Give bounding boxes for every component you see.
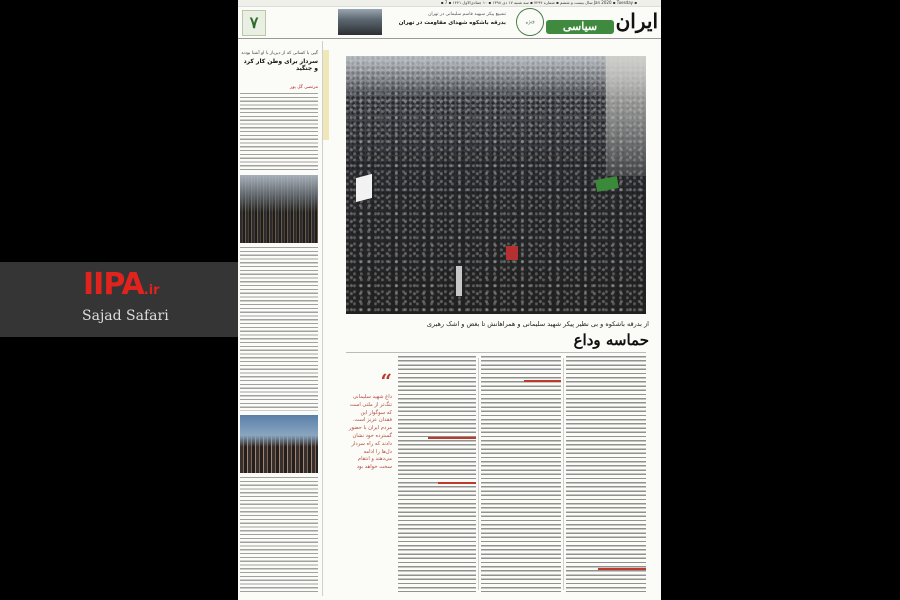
watermark-logo-text: IIPA: [83, 267, 144, 302]
photo-right-building: [606, 56, 646, 176]
special-stamp: ویژه: [513, 5, 546, 38]
photo-buildings: [346, 56, 646, 96]
pull-quote: [346, 369, 392, 588]
header-rule: [238, 38, 661, 39]
subheading-marker-2: [438, 482, 476, 484]
main-headline: حماسه وداع: [573, 331, 649, 349]
left-text-block-3: [240, 477, 318, 595]
section-label: [546, 20, 614, 34]
article-column-3: [566, 356, 646, 592]
crowd-thumbnail-photo: [240, 175, 318, 243]
header-teaser: [386, 12, 506, 26]
newspaper-page: [238, 0, 661, 600]
pull-quote-text: داغ شهید سلیمانی تنگ‌تر از ملتی است که سوگوار این فقدان عزیز است. مردم ایران با حضور گسترده خود نشان دادند که راه سردار دل‌ها را ادامه می‌دهند و انتقام سخت خواهد بود: [348, 394, 392, 471]
watermark-logo-suffix: .ir: [143, 283, 160, 298]
left-column-title: سردار برای وطن کار کرد و جنگید: [243, 58, 318, 72]
left-column: [238, 41, 320, 600]
subheading-marker-4: [598, 568, 646, 570]
left-column-author: مرتضی گل پور: [290, 85, 318, 90]
left-column-kicker: گپی با کسانی که از دیرباز با او آشنا بودند: [241, 51, 318, 56]
masthead-logo: ایران: [615, 9, 658, 33]
article-column-1: [398, 356, 476, 592]
quote-mark-icon: “: [380, 369, 392, 393]
vertical-marker: [323, 50, 329, 140]
green-flag: [595, 176, 619, 192]
page-header: [238, 6, 661, 38]
watermark-overlay: [0, 262, 238, 337]
headline-rule: [346, 352, 646, 353]
column-divider-2: [563, 358, 564, 590]
red-flag: [506, 246, 518, 260]
column-divider-1: [478, 358, 479, 590]
dateline: ▪ سال بیست و ششم ▪ شماره ۷۲۹۴ ▪ سه شنبه ۱۷ دی ۱۳۹۸ ▪ ۱۰ جمادی‌الاول ۱۴۴۱ ▪ 7 Jan 2020 ▪ Tuesday ▪: [440, 0, 637, 5]
page-number: ۷: [242, 10, 266, 36]
left-text-block-1: [240, 93, 318, 171]
header-teaser-title: بدرقه باشکوه شهدای مقاومت در تهران: [398, 20, 506, 26]
subheading-marker-1: [428, 437, 476, 439]
left-column-heading: [240, 51, 318, 72]
section-name: سیاسی: [562, 20, 598, 33]
header-thumbnail: [338, 9, 382, 35]
header-teaser-kicker: تشییع پیکر سپهبد قاسم سلیمانی در تهران: [428, 12, 506, 17]
main-crowd-photo: [346, 56, 646, 314]
mourners-thumbnail-photo: [240, 415, 318, 473]
left-text-block-2: [240, 247, 318, 411]
photographer-credit: Sajad Safari: [82, 308, 169, 324]
subheading-marker-3: [524, 380, 561, 382]
watermark-logo: [83, 267, 160, 302]
article-column-2: [481, 356, 561, 592]
white-flag: [356, 174, 372, 202]
banner-pole: [456, 266, 462, 296]
main-subheadline: از بدرقه باشکوه و بی نظیر پیکر شهید سلیمانی و همراهانش تا بغض و اشک رهبری: [426, 320, 649, 328]
